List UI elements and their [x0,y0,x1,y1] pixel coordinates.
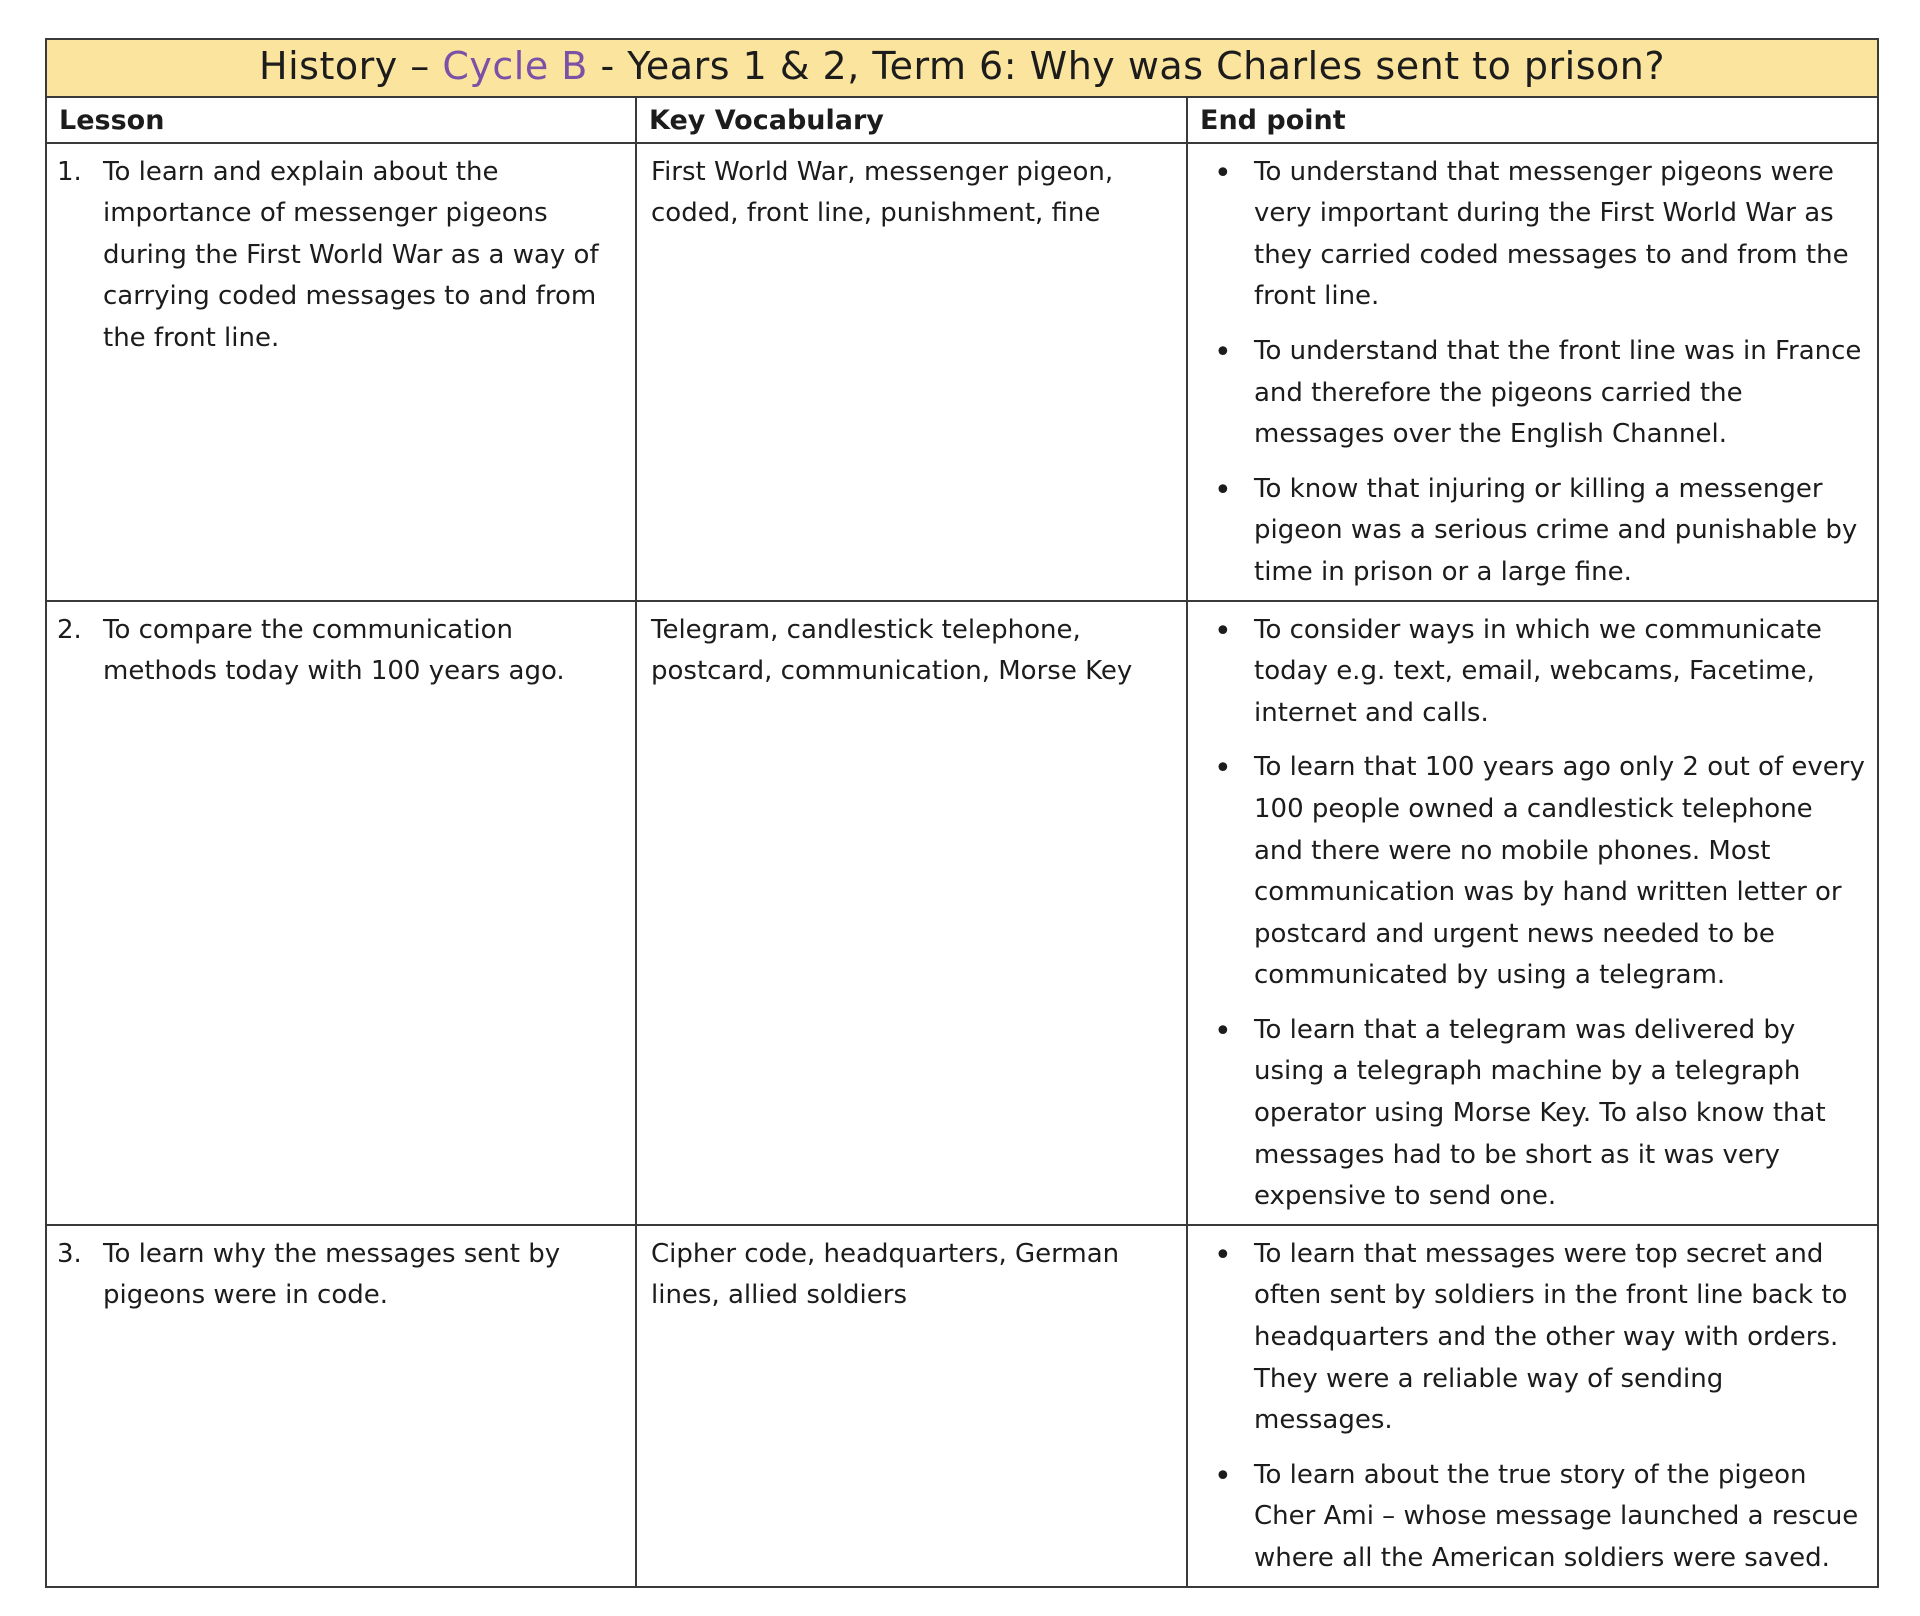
endpoint-list-2 [1198,610,1871,1218]
vocabulary-cell-1 [636,143,1187,601]
table-header-row [46,97,1878,143]
lesson-cell-3 [46,1225,636,1587]
lesson-cell-2 [46,601,636,1225]
column-header-lesson: Lesson [46,97,636,143]
end-point-cell-1 [1187,143,1878,601]
lesson-row-3 [46,1225,1878,1587]
endpoint-item: • To learn that messages were top secret and often sent by soldiers in the front line back to headquarters and the other way with orders. They were a reliable way of sending messages. [1198,1234,1865,1442]
lesson-number-2: 2. [57,614,82,645]
end-point-cell-2 [1187,601,1878,1225]
lesson-number-3: 3. [57,1238,82,1269]
document-title-bar [46,39,1878,97]
vocabulary-cell-3 [636,1225,1187,1587]
title-cycle-highlight: Cycle B [442,44,588,88]
lesson-objective-3: To learn why the messages sent by pigeons were in code. [103,1238,561,1311]
endpoint-item: • To know that injuring or killing a messenger pigeon was a serious crime and punishable by time in prison or a large fine. [1198,469,1865,594]
endpoint-item: • To understand that the front line was in France and therefore the pigeons carried the messages over the English Channel. [1198,331,1865,456]
column-header-key-vocabulary: Key Vocabulary [636,97,1187,143]
endpoint-list-1 [1198,152,1871,594]
endpoint-item: • To learn that a telegram was delivered by using a telegraph machine by a telegraph operator using Morse Key. To also know that messages had to be short as it was very expensive to send one. [1198,1010,1865,1218]
endpoint-item: • To learn about the true story of the pigeon Cher Ami – whose message launched a rescue where all the American soldiers were saved. [1198,1455,1865,1580]
vocabulary-cell-2 [636,601,1187,1225]
endpoint-list-3 [1198,1234,1871,1580]
title-prefix: History – [259,44,443,88]
key-vocabulary-2: Telegram, candlestick telephone, postcard, communication, Morse Key [651,614,1133,687]
lesson-row-1 [46,143,1878,601]
column-header-end-point: End point [1187,97,1878,143]
endpoint-item: • To consider ways in which we communicate today e.g. text, email, webcams, Facetime, internet and calls. [1198,610,1865,735]
key-vocabulary-3: Cipher code, headquarters, German lines, allied soldiers [651,1238,1120,1311]
title-row [46,39,1878,97]
lesson-objective-1: To learn and explain about the importance of messenger pigeons during the First World War as a way of carrying coded messages to and from the front line. [103,156,599,353]
lesson-objective-2: To compare the communication methods today with 100 years ago. [103,614,565,687]
lesson-cell-1 [46,143,636,601]
endpoint-item: • To understand that messenger pigeons were very important during the First World War as they carried coded messages to and from the front line. [1198,152,1865,318]
lesson-row-2 [46,601,1878,1225]
lesson-number-1: 1. [57,156,82,187]
curriculum-table [45,38,1879,1588]
endpoint-item: • To learn that 100 years ago only 2 out of every 100 people owned a candlestick telephone and there were no mobile phones. Most communication was by hand written letter or postcard and urgent news needed to be communicated by using a telegram. [1198,747,1865,997]
key-vocabulary-1: First World War, messenger pigeon, coded, front line, punishment, fine [651,156,1114,229]
title-suffix: - Years 1 & 2, Term 6: Why was Charles sent to prison? [587,44,1665,88]
end-point-cell-3 [1187,1225,1878,1587]
